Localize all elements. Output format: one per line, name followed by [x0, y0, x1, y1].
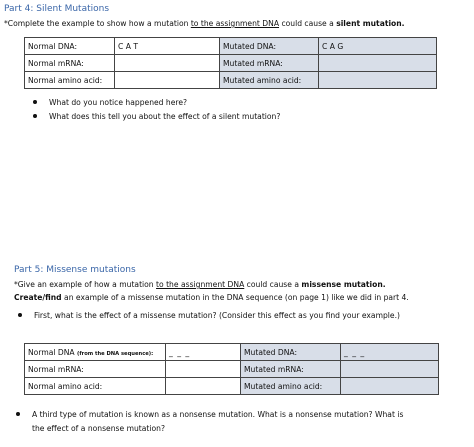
mutated-mrna-label: Mutated mRNA:: [220, 55, 319, 72]
bullet-dot-icon: [16, 412, 20, 416]
normal-mrna-label: Normal mRNA:: [25, 361, 166, 378]
normal-dna-label: Normal DNA (from the DNA sequence):: [25, 344, 166, 361]
part5-line2-rest: an example of a missense mutation in the DNA sequence (on page 1) like we did in part 4.: [61, 293, 409, 302]
part4-instr-pre: *Complete the example to show how a mutation: [4, 19, 191, 28]
normal-amino-acid-value[interactable]: [115, 72, 220, 89]
table-row: [25, 361, 439, 378]
part4-bullet-1: What do you notice happened here?: [33, 98, 187, 107]
mutated-amino-acid-label: Mutated amino acid:: [220, 72, 319, 89]
part4-bullet-2: What does this tell you about the effect of a silent mutation?: [33, 112, 280, 121]
part5-instructions: [14, 280, 386, 289]
normal-mrna-label: Normal mRNA:: [25, 55, 115, 72]
normal-amino-acid-value[interactable]: [166, 378, 241, 395]
mutated-mrna-label: Mutated mRNA:: [241, 361, 341, 378]
normal-amino-acid-label: Normal amino acid:: [25, 72, 115, 89]
part5-bullet-2: A third type of mutation is known as a nonsense mutation. What is a nonsense mutation? What is: [16, 410, 403, 419]
bullet-dot-icon: [18, 313, 22, 317]
table-row: [25, 72, 437, 89]
part5-bullet-2-cont: the effect of a nonsense mutation?: [32, 424, 165, 433]
part4-instr-link: to the assignment DNA: [190, 19, 280, 28]
part5-heading: Part 5: Missense mutations: [14, 265, 136, 275]
mutated-dna-value[interactable]: _ _ _: [341, 344, 439, 361]
bullet-dot-icon: [33, 100, 37, 104]
normal-dna-label: Normal DNA:: [25, 38, 115, 55]
part4-instr-bold: silent mutation.: [336, 19, 405, 28]
part5-instr-link: to the assignment DNA: [156, 280, 245, 289]
part5-create-find: Create/find: [14, 293, 62, 302]
part5-table: [24, 343, 439, 395]
normal-dna-note: (from the DNA sequence):: [77, 350, 154, 357]
part5-instr-bold: missense mutation.: [301, 280, 386, 289]
mutated-dna-value[interactable]: C A G: [319, 38, 437, 55]
bullet-dot-icon: [33, 114, 37, 118]
mutated-amino-acid-label: Mutated amino acid:: [241, 378, 341, 395]
table-row: [25, 344, 439, 361]
normal-mrna-value[interactable]: [115, 55, 220, 72]
part4-instructions: [4, 19, 405, 28]
table-row: [25, 378, 439, 395]
mutated-mrna-value[interactable]: [341, 361, 439, 378]
mutated-mrna-value[interactable]: [319, 55, 437, 72]
mutated-amino-acid-value[interactable]: [341, 378, 439, 395]
part5-instr-pre: *Give an example of how a mutation: [14, 280, 157, 289]
table-row: [25, 38, 437, 55]
mutated-dna-label: Mutated DNA:: [220, 38, 319, 55]
part5-instructions-line2: [14, 293, 409, 302]
part4-instr-mid: could cause a: [279, 19, 337, 28]
normal-dna-value[interactable]: C A T: [115, 38, 220, 55]
mutated-dna-label: Mutated DNA:: [241, 344, 341, 361]
normal-dna-value[interactable]: _ _ _: [166, 344, 241, 361]
part5-bullet-1: First, what is the effect of a missense mutation? (Consider this effect as you find your example.): [18, 311, 400, 320]
part5-instr-mid: could cause a: [244, 280, 302, 289]
table-row: [25, 55, 437, 72]
normal-amino-acid-label: Normal amino acid:: [25, 378, 166, 395]
normal-mrna-value[interactable]: [166, 361, 241, 378]
part4-heading: Part 4: Silent Mutations: [4, 4, 110, 14]
part4-table: [24, 37, 437, 89]
mutated-amino-acid-value[interactable]: [319, 72, 437, 89]
